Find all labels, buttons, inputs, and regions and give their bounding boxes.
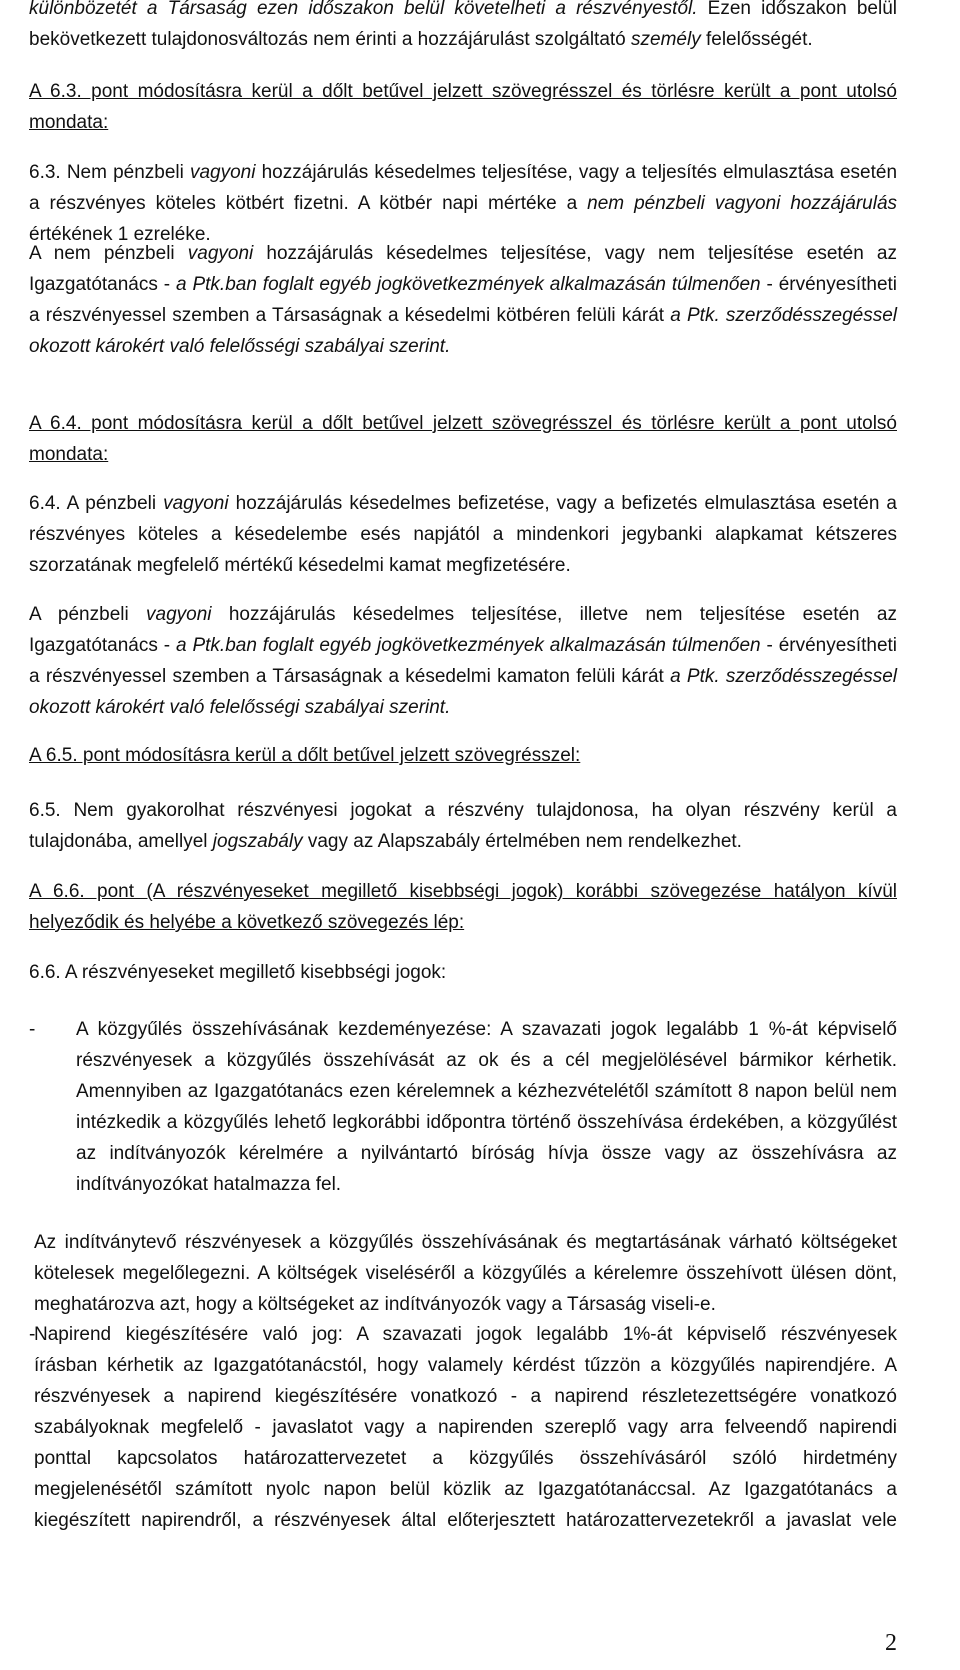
list-dash: - — [29, 1019, 36, 1040]
italic-text: vagyoni — [163, 493, 229, 514]
section-6-3-liability: A nem pénzbeli vagyoni hozzájárulás késedelmes teljesítése, vagy nem teljesítése esetén az Igazgatótanács - a Ptk.ban foglalt egyéb jogkövetkezmények alkalmazásán túlmenően - érvényesítheti a részvényessel szemben a Társaságnak a késedelmi kötbéren felüli kárát a Ptk. szerződésszegéssel okozott károkért való felelősségi szabályai szerint. — [29, 243, 898, 357]
list-dash: - — [29, 1324, 36, 1345]
italic-text: a Ptk. szerződésszegéssel — [670, 305, 897, 326]
amendment-heading-6-3: A 6.3. pont módosításra kerül a dőlt betűvel jelzett szövegrésszel és törlésre került a pont utolsó mondata: — [29, 81, 897, 133]
page-number: 2 — [885, 1630, 897, 1656]
section-6-4-liability: A pénzbeli vagyoni hozzájárulás késedelmes teljesítése, illetve nem teljesítése esetén az Igazgatótanács - a Ptk.ban foglalt egyéb jogkövetkezmények alkalmazásán túlmenően - érvényesítheti a részvényessel szemben a Társaságnak a késedelmi kamaton felüli kárát a Ptk. szerződésszegéssel okozott károkért való felelősségi szabályai szerint. — [29, 604, 898, 718]
italic-text: a Ptk.ban foglalt egyéb jogkövetkezmények alkalmazásán túlmenően — [176, 274, 761, 295]
section-6-4-text: 6.4. A pénzbeli vagyoni hozzájárulás késedelmes befizetése, vagy a befizetés elmulasztása esetén a részvényes köteles a késedelembe esés napjától a mindenkori jegybanki alapkamat kétszeres szorzatának megfelelő mértékű késedelmi kamat megfizetésére. — [29, 493, 897, 576]
italic-text: vagyoni — [189, 162, 256, 183]
amendment-heading-6-4: A 6.4. pont módosításra kerül a dőlt betűvel jelzett szövegrésszel és törlésre került a pont utolsó mondata: — [29, 413, 897, 465]
section-6-3-text: 6.3. Nem pénzbeli vagyoni hozzájárulás késedelmes teljesítése, vagy a teljesítés elmulasztása esetén a részvényes köteles kötbért fizetni. A kötbér napi mértéke a nem pénzbeli vagyoni hozzájárulás értékének 1 ezreléke. — [29, 162, 898, 245]
list-item-meeting-convocation: A közgyűlés összehívásának kezdeményezése: A szavazati jogok legalább 1 %-át képviselő részvényesek a közgyűlés összehívását az ok és a cél megjelölésével bármikor kérhetik. Amennyiben az Igazgatótanács ezen kérelemnek a kézhezvételétől számított 8 napon belül nem intézkedik a közgyűlés lehető legkorábbi időpontra történő összehívása érdekében, a közgyűlést az indítványozók kérelmére a nyilvántartó bíróság hívja össze vagy az összehívásra az indítványozókat hatalmazza fel. — [76, 1019, 897, 1195]
italic-text: okozott károkért való felelősségi szabályai szerint. — [29, 697, 451, 718]
section-6-5-text: 6.5. Nem gyakorolhat részvényesi jogokat a részvény tulajdonosa, ha olyan részvény kerül a tulajdonába, amellyel jogszabály vagy az Alapszabály értelmében nem rendelkezhet. — [29, 800, 897, 852]
italic-text: vagyoni — [187, 243, 254, 264]
italic-text: különbözetét a Társaság ezen időszakon belül követelheti a részvényestől. — [29, 0, 698, 19]
italic-text: vagyoni — [146, 604, 212, 625]
italic-text: nem pénzbeli vagyoni hozzájárulás — [587, 193, 898, 214]
italic-text: jogszabály — [212, 831, 303, 852]
section-6-6-title: 6.6. A részvényeseket megillető kisebbségi jogok: — [29, 962, 447, 983]
amendment-heading-6-6: A 6.6. pont (A részvényeseket megillető kisebbségi jogok) korábbi szövegezése hatályon kívül helyeződik és helyébe a következő szövegezés lép: — [29, 881, 897, 933]
italic-text: okozott károkért való felelősségi szabályai szerint. — [29, 336, 451, 357]
italic-text: személy — [631, 29, 701, 50]
list-item-costs-paragraph: Az indítványtevő részvényesek a közgyűlés összehívásának és megtartásának várható költségeket kötelesek megelőlegezni. A költségek viseléséről a közgyűlés a kérelemre összehívott ülésen dönt, meghatározva azt, hogy a költségeket az indítványozók vagy a Társaság viseli-e. — [34, 1232, 897, 1315]
italic-text: a Ptk. szerződésszegéssel — [670, 666, 897, 687]
paragraph-continuation: különbözetét a Társaság ezen időszakon belül követelheti a részvényestől. Ezen időszakon belül bekövetkezett tulajdonosváltozás nem érinti a hozzájárulást szolgáltató személy felelősségét. — [29, 0, 897, 50]
amendment-heading-6-5: A 6.5. pont módosításra kerül a dőlt betűvel jelzett szövegrésszel: — [29, 745, 581, 766]
list-item-agenda-supplement: Napirend kiegészítésére való jog: A szavazati jogok legalább 1%-át képviselő részvényesek írásban kérhetik az Igazgatótanácstól, hogy valamely kérdést tűzzön a közgyűlés napirendjére. A részvényesek a napirend kiegészítésére vonatkozó - a napirend részletezettségére vonatkozó szabályoknak megfelelő - javaslatot vagy a napirenden szereplő vagy arra felveendő napirendi ponttal kapcsolatos határozattervezetet a közgyűlés összehívásáról szóló hirdetmény megjelenésétől számított nyolc napon belül közlik az Igazgatótanáccsal. Az Igazgatótanács a kiegészített napirendről, a részvényesek által előterjesztett határozattervezetekről a javaslat vele — [34, 1324, 897, 1531]
italic-text: a Ptk.ban foglalt egyéb jogkövetkezmények alkalmazásán túlmenően — [176, 635, 761, 656]
